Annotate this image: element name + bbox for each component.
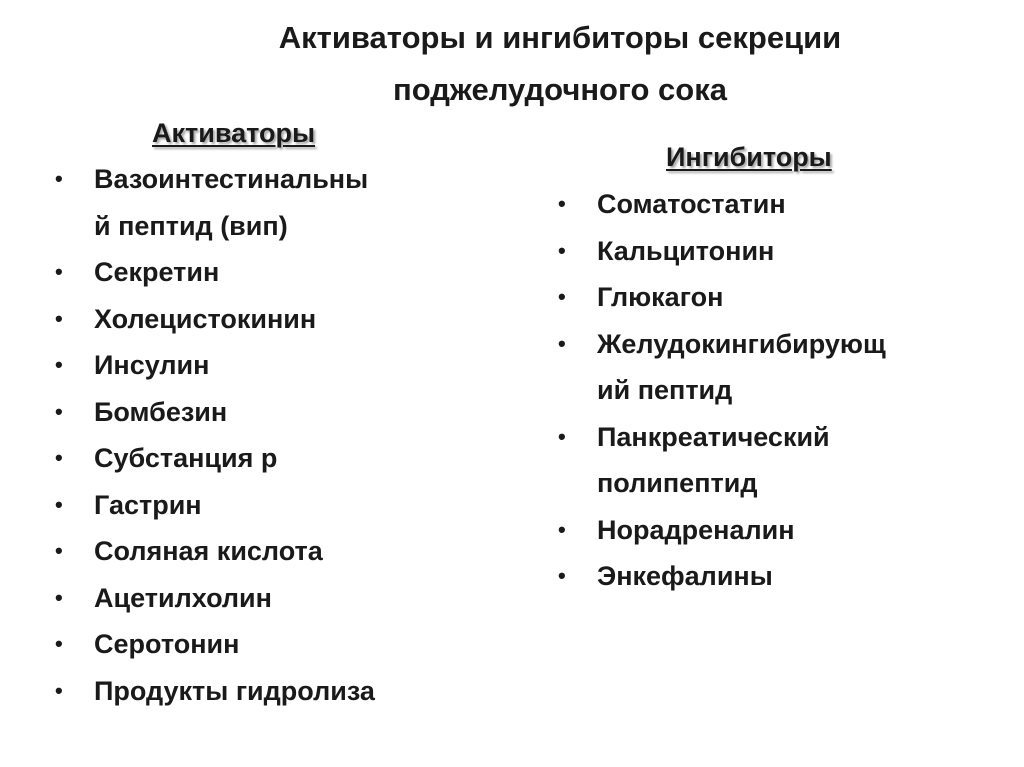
list-item-text: • Ацетилхолин: [94, 582, 272, 613]
list-item-text: • Продукты гидролиза: [94, 675, 375, 706]
list-item-text: • Глюкагон: [597, 282, 724, 312]
title-line-1: Активаторы и ингибиторы секреции: [278, 20, 842, 55]
list-item: [55, 668, 455, 715]
list-item-text: полипептид: [597, 468, 758, 498]
list-item: [558, 274, 978, 321]
list-item-text: • Энкефалины: [597, 561, 773, 591]
list-item: [55, 296, 455, 343]
list-item-text: • Норадреналин: [597, 514, 795, 545]
list-item-text: • Гастрин: [94, 489, 202, 520]
list-item-text: • Секретин: [94, 257, 220, 287]
title-line-2: поджелудочного сока: [393, 72, 727, 107]
list-item-text: • Вазоинтестинальны: [94, 164, 369, 194]
list-item: [558, 321, 978, 414]
list-item: [55, 342, 455, 389]
activators-heading: Активаторы: [152, 118, 316, 148]
list-item-text: • Соматостатин: [597, 189, 786, 219]
list-item-text: ий пептид: [597, 375, 733, 405]
list-item: [558, 228, 978, 275]
list-item-text: • Желудокингибирующ: [597, 328, 886, 359]
list-item: [55, 435, 455, 482]
list-item: [55, 528, 455, 575]
list-item: [558, 181, 978, 228]
list-item: [55, 482, 455, 529]
list-item: [55, 389, 455, 436]
list-item-text: • Кальцитонин: [597, 235, 775, 266]
list-item-text: • Серотонин: [94, 629, 240, 659]
list-item: [55, 621, 455, 668]
list-item: [558, 414, 978, 507]
list-item-text: й пептид (вип): [94, 210, 288, 241]
list-item-text: • Холецистокинин: [94, 303, 317, 334]
inhibitors-list: [558, 181, 978, 600]
list-item: [558, 553, 978, 600]
list-item: [558, 507, 978, 554]
list-item-text: • Соляная кислота: [94, 536, 323, 566]
inhibitors-heading: Ингибиторы: [666, 142, 832, 172]
activators-list: [55, 156, 455, 714]
list-item: [55, 156, 455, 249]
slide-title: [150, 12, 970, 116]
list-item-text: • Субстанция р: [94, 443, 278, 473]
list-item-text: • Панкреатический: [597, 421, 830, 452]
list-item: [55, 249, 455, 296]
list-item-text: • Бомбезин: [94, 396, 228, 427]
list-item-text: • Инсулин: [94, 350, 210, 380]
list-item: [55, 575, 455, 622]
